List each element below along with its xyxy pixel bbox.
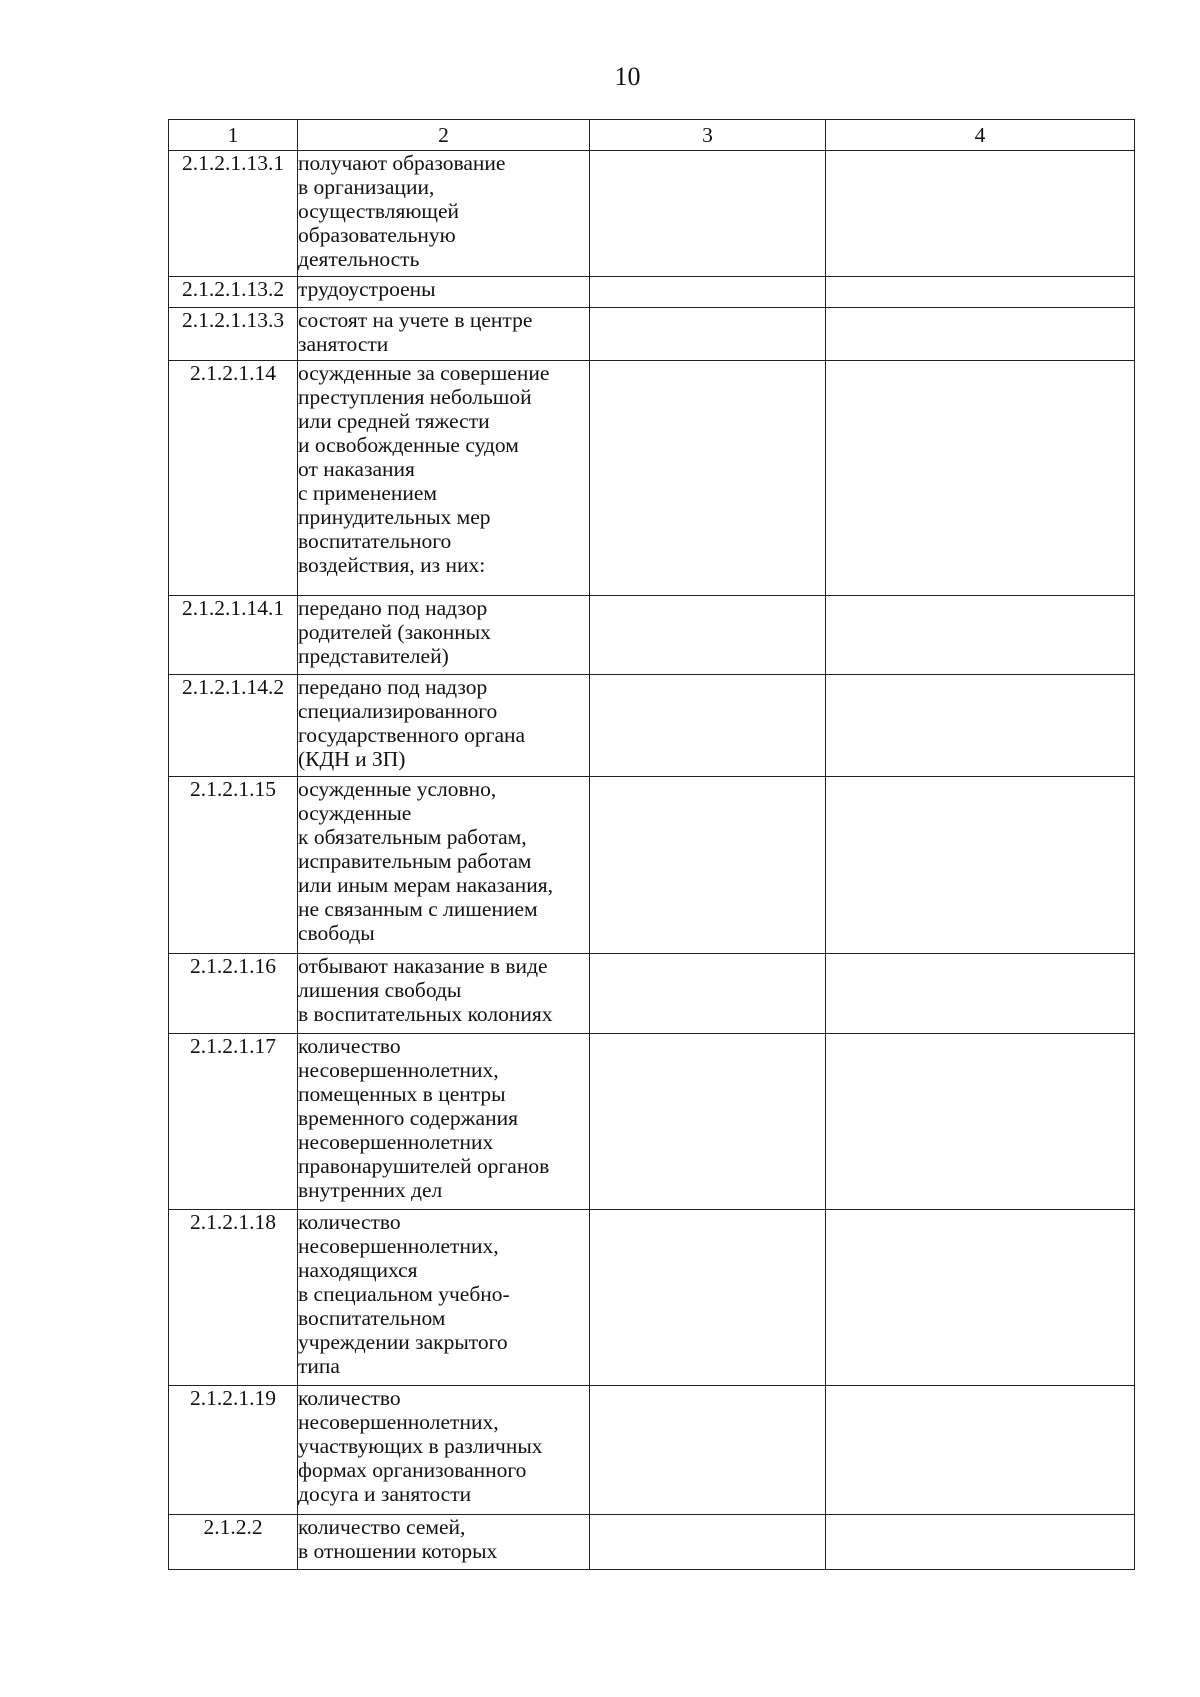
row-value-col4: [826, 361, 1135, 596]
header-row: [169, 120, 1135, 151]
row-description: количество семей, в отношении которых: [298, 1515, 590, 1570]
table-row: [169, 954, 1135, 1034]
column-header-3: 3: [590, 120, 826, 151]
row-value-col3: [590, 1515, 826, 1570]
table-row: [169, 277, 1135, 308]
row-description: состоят на учете в центре занятости: [298, 308, 590, 361]
row-value-col3: [590, 361, 826, 596]
table-row: [169, 1386, 1135, 1515]
row-value-col4: [826, 1386, 1135, 1515]
column-header-2: 2: [298, 120, 590, 151]
row-value-col3: [590, 777, 826, 954]
row-code: 2.1.2.1.14.1: [169, 596, 298, 675]
table-row: [169, 777, 1135, 954]
table-row: [169, 361, 1135, 596]
row-value-col4: [826, 277, 1135, 308]
row-value-col3: [590, 1034, 826, 1210]
row-value-col3: [590, 151, 826, 277]
row-code: 2.1.2.1.14: [169, 361, 298, 596]
row-code: 2.1.2.1.15: [169, 777, 298, 954]
table-row: [169, 1515, 1135, 1570]
row-value-col3: [590, 1386, 826, 1515]
row-value-col3: [590, 308, 826, 361]
row-code: 2.1.2.1.13.1: [169, 151, 298, 277]
row-description: получают образование в организации, осуществляющей образовательную деятельность: [298, 151, 590, 277]
row-description: количество несовершеннолетних, помещенных в центры временного содержания несовершеннолетних правонарушителей органов внутренних дел: [298, 1034, 590, 1210]
row-value-col4: [826, 954, 1135, 1034]
row-value-col4: [826, 308, 1135, 361]
table-row: [169, 151, 1135, 277]
row-value-col4: [826, 151, 1135, 277]
row-value-col4: [826, 1034, 1135, 1210]
row-value-col3: [590, 277, 826, 308]
column-header-4: 4: [826, 120, 1135, 151]
table-body: [169, 151, 1135, 1570]
row-description: трудоустроены: [298, 277, 590, 308]
table-row: [169, 1034, 1135, 1210]
row-description: количество несовершеннолетних, участвующих в различных формах организованного досуга и занятости: [298, 1386, 590, 1515]
row-value-col3: [590, 1210, 826, 1386]
table-row: [169, 308, 1135, 361]
row-description: передано под надзор родителей (законных представителей): [298, 596, 590, 675]
row-code: 2.1.2.1.17: [169, 1034, 298, 1210]
row-description: отбывают наказание в виде лишения свободы в воспитательных колониях: [298, 954, 590, 1034]
row-value-col4: [826, 1515, 1135, 1570]
row-value-col4: [826, 1210, 1135, 1386]
table-header: [169, 120, 1135, 151]
statistics-table: [168, 119, 1135, 1570]
row-value-col3: [590, 596, 826, 675]
column-header-1: 1: [169, 120, 298, 151]
row-description: передано под надзор специализированного государственного органа (КДН и ЗП): [298, 675, 590, 777]
row-value-col4: [826, 675, 1135, 777]
row-description: осужденные условно, осужденные к обязательным работам, исправительным работам или иным мерам наказания, не связанным с лишением свободы: [298, 777, 590, 954]
row-description: осужденные за совершение преступления небольшой или средней тяжести и освобожденные судом от наказания с применением принудительных мер воспитательного воздействия, из них:: [298, 361, 590, 596]
row-code: 2.1.2.1.16: [169, 954, 298, 1034]
row-code: 2.1.2.1.13.3: [169, 308, 298, 361]
table-row: [169, 675, 1135, 777]
row-value-col4: [826, 596, 1135, 675]
row-code: 2.1.2.1.13.2: [169, 277, 298, 308]
row-description: количество несовершеннолетних, находящихся в специальном учебно- воспитательном учреждении закрытого типа: [298, 1210, 590, 1386]
row-code: 2.1.2.1.18: [169, 1210, 298, 1386]
page-number: 10: [614, 62, 641, 91]
row-value-col3: [590, 954, 826, 1034]
row-value-col4: [826, 777, 1135, 954]
row-code: 2.1.2.1.19: [169, 1386, 298, 1515]
table-row: [169, 596, 1135, 675]
row-code: 2.1.2.1.14.2: [169, 675, 298, 777]
row-value-col3: [590, 675, 826, 777]
table-row: [169, 1210, 1135, 1386]
row-code: 2.1.2.2: [169, 1515, 298, 1570]
